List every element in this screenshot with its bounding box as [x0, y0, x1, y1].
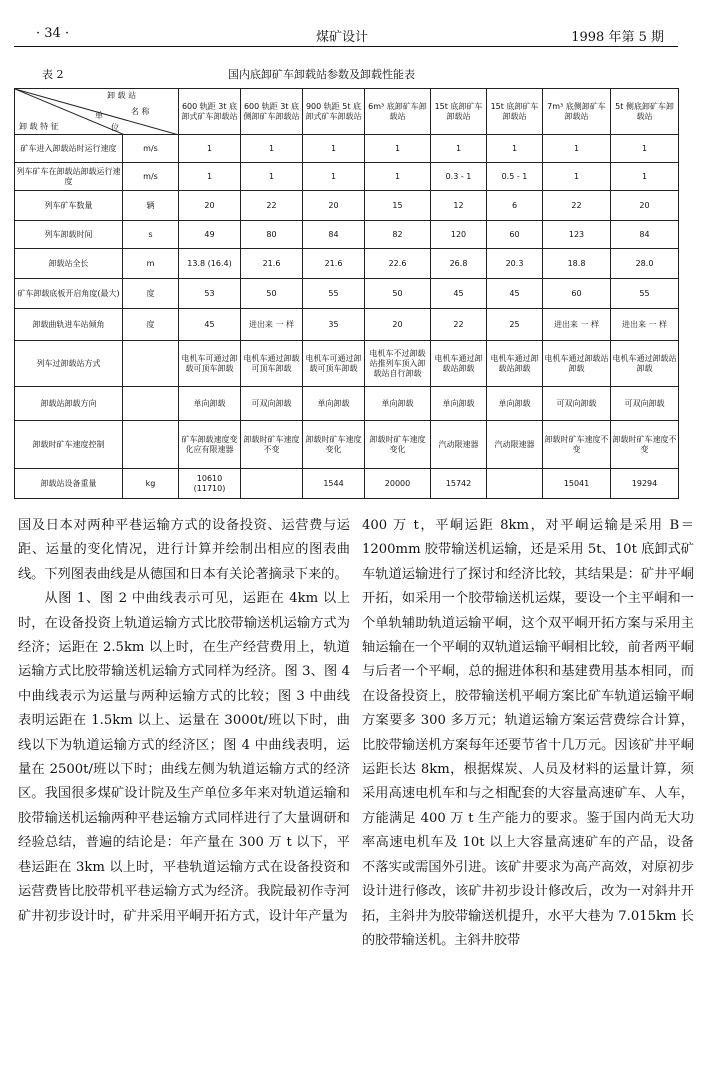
table-cell: 15742 [431, 469, 487, 499]
column-header: 5t 侧底卸矿车卸载站 [611, 89, 679, 135]
table-row [15, 191, 679, 221]
table-cell: 55 [303, 279, 365, 309]
table-row [15, 341, 679, 387]
table-cell: 50 [365, 279, 431, 309]
table-cell: 45 [487, 279, 543, 309]
table-cell: 0.5 - 1 [487, 163, 543, 191]
table-cell: 1 [179, 163, 241, 191]
corner-feature-label: 卸 载 特 征 [19, 122, 59, 131]
table-cell: 1 [611, 163, 679, 191]
corner-name-label: 名 称 [131, 107, 150, 116]
row-unit: 度 [123, 309, 179, 341]
row-feature: 列车过卸载站方式 [15, 341, 123, 387]
table-cell: 60 [487, 221, 543, 249]
row-feature: 卸载站全长 [15, 249, 123, 279]
header-rule [14, 46, 678, 47]
table-cell: 单向卸载 [431, 387, 487, 421]
table-cell: 电机车通过卸载站卸载 [543, 341, 611, 387]
table-cell: 1 [303, 163, 365, 191]
table-cell: 1 [241, 135, 303, 163]
table-cell: 22 [431, 309, 487, 341]
column-header: 15t 底卸矿车卸载站 [487, 89, 543, 135]
column-header: 600 轨距 3t 底卸式矿车卸载站 [179, 89, 241, 135]
column-header: 6m³ 底卸矿车卸载站 [365, 89, 431, 135]
table-cell: 12 [431, 191, 487, 221]
table-row [15, 163, 679, 191]
column-header: 7m³ 底侧卸矿车卸载站 [543, 89, 611, 135]
table-row [15, 221, 679, 249]
table-cell: 19294 [611, 469, 679, 499]
row-feature: 列车卸载时间 [15, 221, 123, 249]
table-cell: 35 [303, 309, 365, 341]
table-cell: 10610 (11710) [179, 469, 241, 499]
table-cell: 电机车通过卸载站卸载 [487, 341, 543, 387]
table-cell [487, 469, 543, 499]
table-cell: 123 [543, 221, 611, 249]
right-column [362, 514, 694, 953]
table-cell: 单向卸载 [487, 387, 543, 421]
row-feature: 列车矿车在卸载站卸载运行速度 [15, 163, 123, 191]
table-cell: 21.6 [241, 249, 303, 279]
table-cell: 22.6 [365, 249, 431, 279]
table-cell: 22 [241, 191, 303, 221]
corner-station-label: 卸 载 站 [107, 91, 137, 100]
table-cell: 卸载时矿车速度不变 [543, 421, 611, 469]
table-cell: 可双向卸载 [241, 387, 303, 421]
table-cell: 进出来 一 样 [241, 309, 303, 341]
table-label: 表 2 [42, 68, 64, 81]
table-cell: 53 [179, 279, 241, 309]
table-cell: 1 [431, 135, 487, 163]
paragraph: 国及日本对两种平巷运输方式的设备投资、运营费与运距、运量的变化情况，进行计算并绘制出相应的图表曲线。下列图表曲线是从德国和日本有关论著摘录下来的。 [18, 518, 350, 582]
table-cell: 84 [303, 221, 365, 249]
row-unit: 辆 [123, 191, 179, 221]
row-unit: s [123, 221, 179, 249]
row-feature: 卸载站设备重量 [15, 469, 123, 499]
table-cell: 1 [543, 163, 611, 191]
column-header: 15t 底卸矿车卸载站 [431, 89, 487, 135]
corner-unit-label: 单 [95, 111, 103, 120]
table-cell: 1 [611, 135, 679, 163]
table-cell: 1 [487, 135, 543, 163]
table-cell: 1 [543, 135, 611, 163]
table-cell: 80 [241, 221, 303, 249]
row-feature: 卸载曲轨进车站倾角 [15, 309, 123, 341]
table-row [15, 249, 679, 279]
table-cell: 55 [611, 279, 679, 309]
row-feature: 卸载时矿车速度控制 [15, 421, 123, 469]
table-cell: 1 [303, 135, 365, 163]
table-header-row [15, 89, 679, 135]
issue-label: 1998 年第 5 期 [571, 30, 664, 45]
table-cell: 28.0 [611, 249, 679, 279]
row-unit: kg [123, 469, 179, 499]
table-cell: 84 [611, 221, 679, 249]
table-cell: 0.3 - 1 [431, 163, 487, 191]
table-cell: 13.8 (16.4) [179, 249, 241, 279]
table-cell: 可双向卸载 [543, 387, 611, 421]
row-unit: m [123, 249, 179, 279]
table-cell: 卸载时矿车速度变化 [303, 421, 365, 469]
table-cell: 1 [365, 163, 431, 191]
table-cell: 21.6 [303, 249, 365, 279]
paragraph: 从图 1、图 2 中曲线表示可见，运距在 4km 以上时，在设备投资上轨道运输方式比胶带输送机运输方式为经济；运距在 2.5km 以上时，在生产经营费用上，轨道运输方式比胶带输送机运输方式同样为经济。图 3、图 4 中曲线表示为运量与两种运输方式的比较；图 3 中曲线表明运距在 1.5km 以上、运量在 3000t/班以下时，曲线以下为轨道运输方式的经济区；图 4 中曲线表明，运量在 2500t/班以下时；曲线左侧为轨道运输方式的经济区。我国很多煤矿设计院及生产单位多年来对轨道运输和胶带输送机运输两种平巷运输方式同样进行了大量调研和经验总结，普遍的结论是：年产量在 300 万 t 以下，平巷运距在 3km 以上时，平巷轨道运输方式在设备投资和运营费皆比胶带机平巷运输方式为经济。我院最初作寺河矿井初步设计时，矿井采用平峒开拓方式，设计年产量为 [18, 591, 350, 924]
table-cell: 1 [179, 135, 241, 163]
table-cell: 电机车可通过卸载可顶车卸载 [179, 341, 241, 387]
table-cell: 20 [303, 191, 365, 221]
table-cell: 进出来 一 样 [543, 309, 611, 341]
row-feature: 卸载站卸载方向 [15, 387, 123, 421]
table-cell: 25 [487, 309, 543, 341]
table-cell: 60 [543, 279, 611, 309]
table-cell: 26.8 [431, 249, 487, 279]
row-unit [123, 341, 179, 387]
table-cell: 49 [179, 221, 241, 249]
table-cell: 20 [179, 191, 241, 221]
table-cell: 20 [611, 191, 679, 221]
table-cell: 45 [431, 279, 487, 309]
table-cell: 进出来 一 样 [611, 309, 679, 341]
column-header: 600 轨距 3t 底侧卸矿车卸载站 [241, 89, 303, 135]
table-title: 国内底卸矿车卸载站参数及卸载性能表 [228, 68, 415, 81]
table-cell [241, 469, 303, 499]
table-cell: 120 [431, 221, 487, 249]
table-cell: 卸载时矿车速度不变 [241, 421, 303, 469]
parameters-table [14, 88, 679, 499]
page-number: · 34 · [36, 26, 70, 41]
table-cell: 电机车不过卸载站推列车顶入卸载站自行卸载 [365, 341, 431, 387]
table-row [15, 469, 679, 499]
table-cell: 1 [365, 135, 431, 163]
table-cell: 20.3 [487, 249, 543, 279]
table-cell: 15 [365, 191, 431, 221]
table-cell: 单向卸载 [179, 387, 241, 421]
row-unit [123, 421, 179, 469]
table-cell: 单向卸载 [365, 387, 431, 421]
left-column [18, 514, 350, 929]
table-cell: 6 [487, 191, 543, 221]
table-cell: 1 [241, 163, 303, 191]
table-cell: 矿车卸载速度变化应有限速器 [179, 421, 241, 469]
table-cell: 45 [179, 309, 241, 341]
journal-name: 煤矿设计 [316, 30, 369, 45]
table-cell: 汽动限速器 [431, 421, 487, 469]
table-cell: 电机车通过卸载站卸载 [611, 341, 679, 387]
row-unit: 度 [123, 279, 179, 309]
table-cell: 电机车通过卸载可顶车卸载 [241, 341, 303, 387]
row-unit [123, 387, 179, 421]
table-cell: 可双向卸载 [611, 387, 679, 421]
table-row [15, 387, 679, 421]
table-cell: 20000 [365, 469, 431, 499]
table-cell: 单向卸载 [303, 387, 365, 421]
table-cell: 20 [365, 309, 431, 341]
table-cell: 卸载时矿车速度变化 [365, 421, 431, 469]
row-unit: m/s [123, 135, 179, 163]
table-cell: 82 [365, 221, 431, 249]
diagonal-header-cell [15, 89, 179, 135]
table-row [15, 279, 679, 309]
corner-position-label: 位 [111, 123, 119, 132]
table-cell: 电机车通过卸载站卸载 [431, 341, 487, 387]
table-cell: 18.8 [543, 249, 611, 279]
table-cell: 电机车可通过卸载可顶车卸载 [303, 341, 365, 387]
table-row [15, 135, 679, 163]
page-header [14, 26, 678, 46]
paragraph: 400 万 t，平峒运距 8km，对平峒运输是采用 B＝1200mm 胶带输送机运输，还是采用 5t、10t 底卸式矿车轨道运输进行了探讨和经济比较，其结果是：矿井平峒开拓，如采用一个胶带输送机运煤，要设一个主平峒和一个单轨辅助轨道运输平峒，这个双平峒开拓方案与采用主轴运输在一个平峒的双轨道运输平峒相比较，前者两平峒与后者一个平峒，总的掘进体积和基建费用基本相同，而在设备投资上，胶带输送机平峒方案比矿车轨道运输平峒方案要多 300 多万元；轨道运输方案运营费综合计算，比胶带输送机方案每年还要节省十几万元。因该矿井平峒运距长达 8km，根据煤炭、人员及材料的运量计算，须采用高速电机车和与之相配套的大容量高速矿车、人车，方能满足 400 万 t 生产能力的要求。鉴于国内尚无大功率高速电机车及 10t 以上大容量高速矿车的产品，设备不落实或需国外引进。该矿井要求为高产高效，对原初步设计进行修改，该矿井初步设计修改后，改为一对斜井开拓，主斜井为胶带输送机提升，水平大巷为 7.015km 长的胶带输送机。主斜井胶带 [362, 518, 694, 948]
row-feature: 列车矿车数量 [15, 191, 123, 221]
table-cell: 汽动限速器 [487, 421, 543, 469]
table-cell: 50 [241, 279, 303, 309]
table-cell: 15041 [543, 469, 611, 499]
table-cell: 22 [543, 191, 611, 221]
row-unit: m/s [123, 163, 179, 191]
column-header: 900 轨距 5t 底卸式矿车卸载站 [303, 89, 365, 135]
row-feature: 矿车卸载底板开启角度(最大) [15, 279, 123, 309]
table-cell: 卸载时矿车速度不变 [611, 421, 679, 469]
row-feature: 矿车进入卸载站时运行速度 [15, 135, 123, 163]
table-cell: 1544 [303, 469, 365, 499]
table-row [15, 309, 679, 341]
table-row [15, 421, 679, 469]
